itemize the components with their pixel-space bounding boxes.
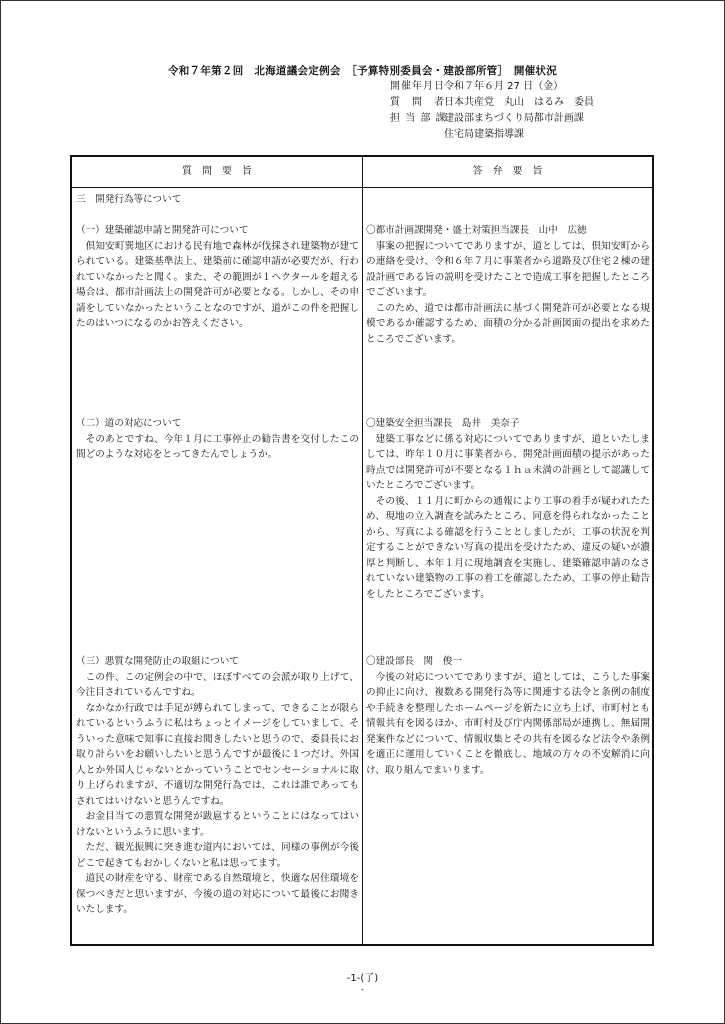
- meta-questioner: [390, 95, 594, 111]
- page-number: -1-(了): [346, 973, 379, 984]
- question-1-heading: （一）建築確認申請と開発許可について: [76, 225, 249, 236]
- question-3-para-2: なかなか行政では手足が縛られてしまって、できることが限られているというふうに私はちょっとイメージをしていまして、そういった意味で知事に直接お聞きしたいと思うので、委員長にお取り計らいをお願いしたいと思うんですが最後に１つだけ、外国人とか外国人じゃないとかっていうことでセンセーショナルに取り上げられますが、不適切な開発行為では、これは誰であってもされてはいけないと思うんですね。: [76, 702, 359, 807]
- question-2: [76, 416, 359, 463]
- question-3-heading: （三）悪質な開発防止の取組について: [76, 656, 239, 667]
- question-3-para-3: お金目当ての悪質な開発が跋扈するということにはなってはいけないというふうに思います。: [76, 811, 359, 838]
- meta-label: 質 問 者: [390, 97, 445, 108]
- document-title: 令和７年第２回 北海道議会定例会 ［予算特別委員会・建設部所管］ 開催状況: [167, 65, 558, 77]
- answer-2-para-1: 建築工事などに係る対応についてでありますが、道といたしましては、昨年１０月に事業者から、開発計画面積の提示があった時点では開発許可が不要となる１ｈａ未満の計画として認識していたところでございます。: [366, 433, 650, 491]
- answer-2-speaker: 〇建築安全担当課長 島井 美奈子: [366, 418, 520, 429]
- answer-2: [366, 416, 650, 602]
- column-divider: [362, 157, 363, 944]
- meta-department: [390, 111, 594, 127]
- answer-1-speaker: 〇都市計画課開発・盛土対策担当課長 山中 広徳: [366, 225, 587, 236]
- meta-value: 建設部まちづくり局都市計画課: [444, 113, 584, 124]
- footer-dash: -: [361, 985, 364, 994]
- question-1-body: 倶知安町巽地区における民有地で森林が伐採され建築物が建てられている。建築基準法上、建築前に確認申請が必要だが、行われていなかったと聞く。また、その範囲が１ヘクタールを超える場合は、都市計画法上の開発許可が必要となる。しかし、その申請をしていなかったということなのですが、道がこの件を把握したのはいつになるのかお答えください。: [76, 240, 359, 329]
- answer-1-para-2: このため、道では都市計画法に基づく開発許可が必要となる規模であるか確認するため、面積の分かる計画図面の提出を求めたところでございます。: [366, 302, 650, 345]
- answer-column-header: 答 弁 要 旨: [472, 166, 543, 177]
- answer-3-para-1: 今後の対応についてでありますが、道としては、こうした事案の抑止に向け、複数ある開発行為等に関連する法令と条例の制度や手続きを整理したホームページを新たに立ち上げ、市町村とも情報共有を図るほか、市町村及び庁内関係部局が連携し、無届開発案件などについて、情報収集とその共有を図るなど法令や条例を適正に運用していくことを徹底し、地域の方々の不安解消に向け、取り組んでまいります。: [366, 671, 650, 776]
- question-3-para-4: ただ、観光振興に突き進む道内においては、同様の事例が今後どこで起きてもおかしくないと私は思ってます。: [76, 842, 359, 869]
- question-1: [76, 223, 359, 332]
- meta-value: 日本共産党 丸山 はるみ 委員: [444, 97, 594, 108]
- meta-label: 担 当 部 課: [390, 113, 447, 124]
- question-column-header: 質 問 要 旨: [182, 166, 252, 177]
- answer-3-speaker: 〇建設部長 関 俊一: [366, 656, 462, 667]
- question-2-body: そのあとですね、今年１月に工事停止の勧告書を交付したこの間どのような対応をとってきたんでしょうか。: [76, 433, 359, 460]
- answer-1-para-1: 事案の把握についてでありますが、道としては、倶知安町からの連絡を受け、令和６年７月に事業者から道路及び住宅２棟の建設計画である旨の説明を受けたことで造成工事を把握したところでございます。: [366, 240, 650, 298]
- qa-table: [70, 155, 654, 946]
- meta-value: 住宅局建築指導課: [444, 129, 524, 140]
- answer-1: [366, 223, 650, 347]
- meta-department-2: [390, 127, 594, 143]
- meeting-meta: [390, 79, 594, 143]
- question-3: [76, 654, 359, 918]
- answer-3: [366, 654, 650, 778]
- table-header: [72, 157, 652, 188]
- meta-value: 令和７年６月 27 日（金）: [444, 81, 564, 92]
- meta-label: 開催年月日: [390, 81, 445, 92]
- question-2-heading: （二）道の対応について: [76, 418, 182, 429]
- question-3-para-1: この件、この定例会の中で、ほぼすべての会派が取り上げて、今注目されているんですね。: [76, 671, 359, 698]
- answer-2-para-2: その後、１１月に町からの通報により工事の着手が疑われたため、現地の立入調査を試みたところ、同意を得られなかったことから、写真による確認を行うこととしましたが、工事の状況を判定することができない写真の提出を受けたため、違反の疑いが濃厚と判断し、本年１月に現地調査を実施し、建築確認申請のなされていない建築物の工事の着工を確認したため、工事の停止勧告をしたところでございます。: [366, 495, 650, 600]
- meta-date: [390, 79, 594, 95]
- question-3-para-5: 道民の財産を守る、財産である自然環境と、快適な居住環境を保つべきだと思いますが、今後の道の対応について最後にお聞きいたします。: [76, 873, 359, 915]
- section-heading: 三 開発行為等について: [76, 194, 182, 205]
